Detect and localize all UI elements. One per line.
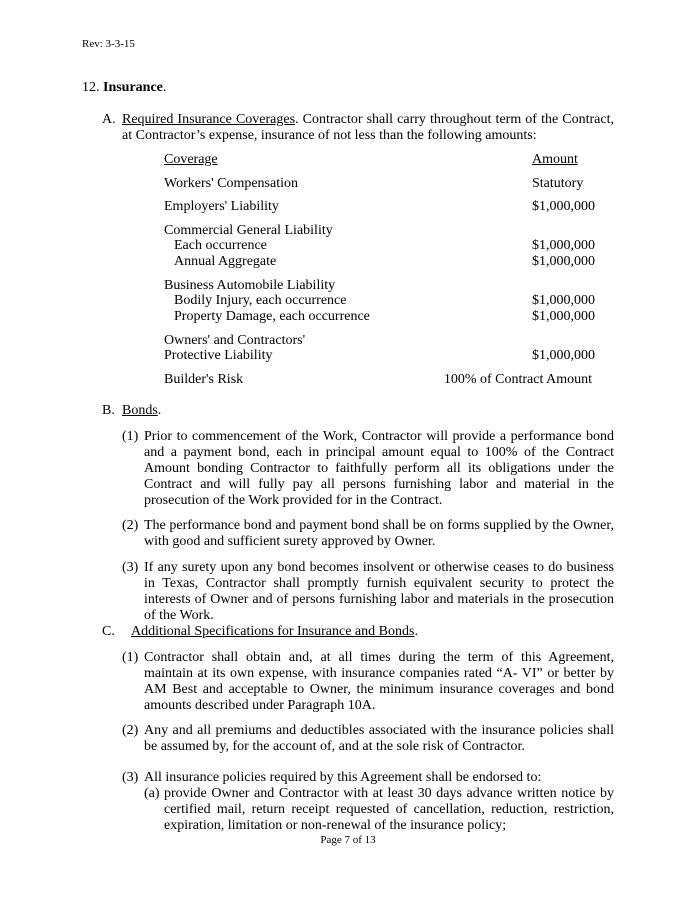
revision-label: Rev: 3-3-15 (82, 38, 135, 50)
coverage-cell: Annual Aggregate (174, 254, 277, 269)
amount-cell: Statutory (532, 176, 584, 191)
sublist-item: provide Owner and Contractor with at least 30 days advance written notice by certified mail, return receipt requested of cancellation, reduction, restriction, expiration, limitation or non-renewal of the insurance policy; (164, 786, 614, 833)
section-title: Insurance (103, 80, 163, 95)
section-period: . (162, 80, 167, 95)
coverage-cell: Commercial General Liability (164, 223, 333, 238)
list-item: Any and all premiums and deductibles associated with the insurance policies shall be assumed by, for the account of, and at the sole risk of Contractor. (144, 723, 614, 754)
amount-column-header: Amount (532, 152, 578, 167)
list-item-number: (3) (122, 770, 139, 785)
amount-cell: $1,000,000 (532, 348, 595, 363)
amount-cell: $1,000,000 (532, 293, 595, 308)
subsection-b-title: Bonds (122, 403, 158, 418)
subsection-c-heading (131, 624, 551, 640)
subsection-b-label: B. (102, 403, 115, 418)
table-row (164, 278, 592, 294)
table-row (164, 348, 595, 364)
table-row (164, 333, 592, 349)
coverage-cell: Business Automobile Liability (164, 278, 336, 293)
coverage-column-header: Coverage (164, 152, 218, 167)
section-heading (82, 80, 166, 96)
subsection-b-period: . (157, 403, 162, 418)
list-item-number: (1) (122, 429, 139, 444)
coverage-cell: Bodily Injury, each occurrence (174, 293, 347, 308)
coverage-cell: Each occurrence (174, 238, 267, 253)
subsection-a-label: A. (102, 112, 116, 127)
subsection-a-title: Required Insurance Coverages (122, 112, 296, 127)
subsection-c-label: C. (102, 624, 115, 639)
coverage-cell: Property Damage, each occurrence (174, 309, 370, 324)
list-item-number: (1) (122, 650, 139, 665)
list-item: The performance bond and payment bond shall be on forms supplied by the Owner, with good and sufficient surety approved by Owner. (144, 518, 614, 549)
amount-cell: $1,000,000 (532, 254, 595, 269)
subsection-c-period: . (414, 624, 418, 639)
table-row (164, 223, 592, 239)
coverage-cell: Owners' and Contractors' (164, 333, 306, 348)
list-item: If any surety upon any bond becomes insolvent or otherwise ceases to do business in Texas, Contractor shall promptly furnish equivalent security to protect the interests of Owner and of persons furnishing labor and materials in the prosecution of the Work. (144, 560, 614, 623)
table-row (164, 254, 595, 270)
coverage-cell: Workers' Compensation (164, 176, 298, 191)
section-number: 12. (82, 80, 100, 95)
list-item-number: (2) (122, 518, 139, 533)
amount-cell: $1,000,000 (532, 309, 595, 324)
amount-cell: 100% of Contract Amount (443, 372, 592, 387)
table-row (164, 176, 592, 192)
list-item-number: (2) (122, 723, 139, 738)
coverage-table-header (164, 152, 592, 168)
amount-cell: $1,000,000 (532, 238, 595, 253)
table-row (164, 199, 595, 215)
amount-cell: $1,000,000 (532, 199, 595, 214)
table-row (164, 372, 592, 388)
list-item: Contractor shall obtain and, at all times during the term of this Agreement, maintain at its own expense, with insurance companies rated “A- VI” or better by AM Best and acceptable to Owner, the minimum insurance coverages and bond amounts described under Paragraph 10A. (144, 650, 614, 713)
table-row (164, 293, 595, 309)
table-row (164, 238, 595, 254)
list-item: Prior to commencement of the Work, Contractor will provide a performance bond and a payment bond, each in principal amount equal to 100% of the Contract Amount bonding Contractor to faithfully perform all its obligations under the Contract and will fully pay all persons furnishing labor and material in the prosecution of the Work provided for in the Contract. (144, 429, 614, 508)
coverage-cell: Employers' Liability (164, 199, 279, 214)
subsection-c-title: Additional Specifications for Insurance and Bonds (131, 624, 415, 639)
coverage-cell: Protective Liability (164, 348, 273, 363)
coverage-cell: Builder's Risk (164, 372, 244, 387)
table-row (164, 309, 595, 325)
sublist-item-letter: (a) (144, 786, 160, 801)
list-item: All insurance policies required by this Agreement shall be endorsed to: (144, 770, 542, 785)
list-item-number: (3) (122, 560, 139, 575)
page-number: Page 7 of 13 (320, 834, 376, 846)
subsection-a-text: . Contractor shall carry throughout term of the Contract, at Contractor’s expense, insurance of not less than the following amounts: (122, 112, 614, 143)
subsection-a-paragraph (122, 112, 614, 144)
subsection-b-heading (122, 403, 322, 419)
